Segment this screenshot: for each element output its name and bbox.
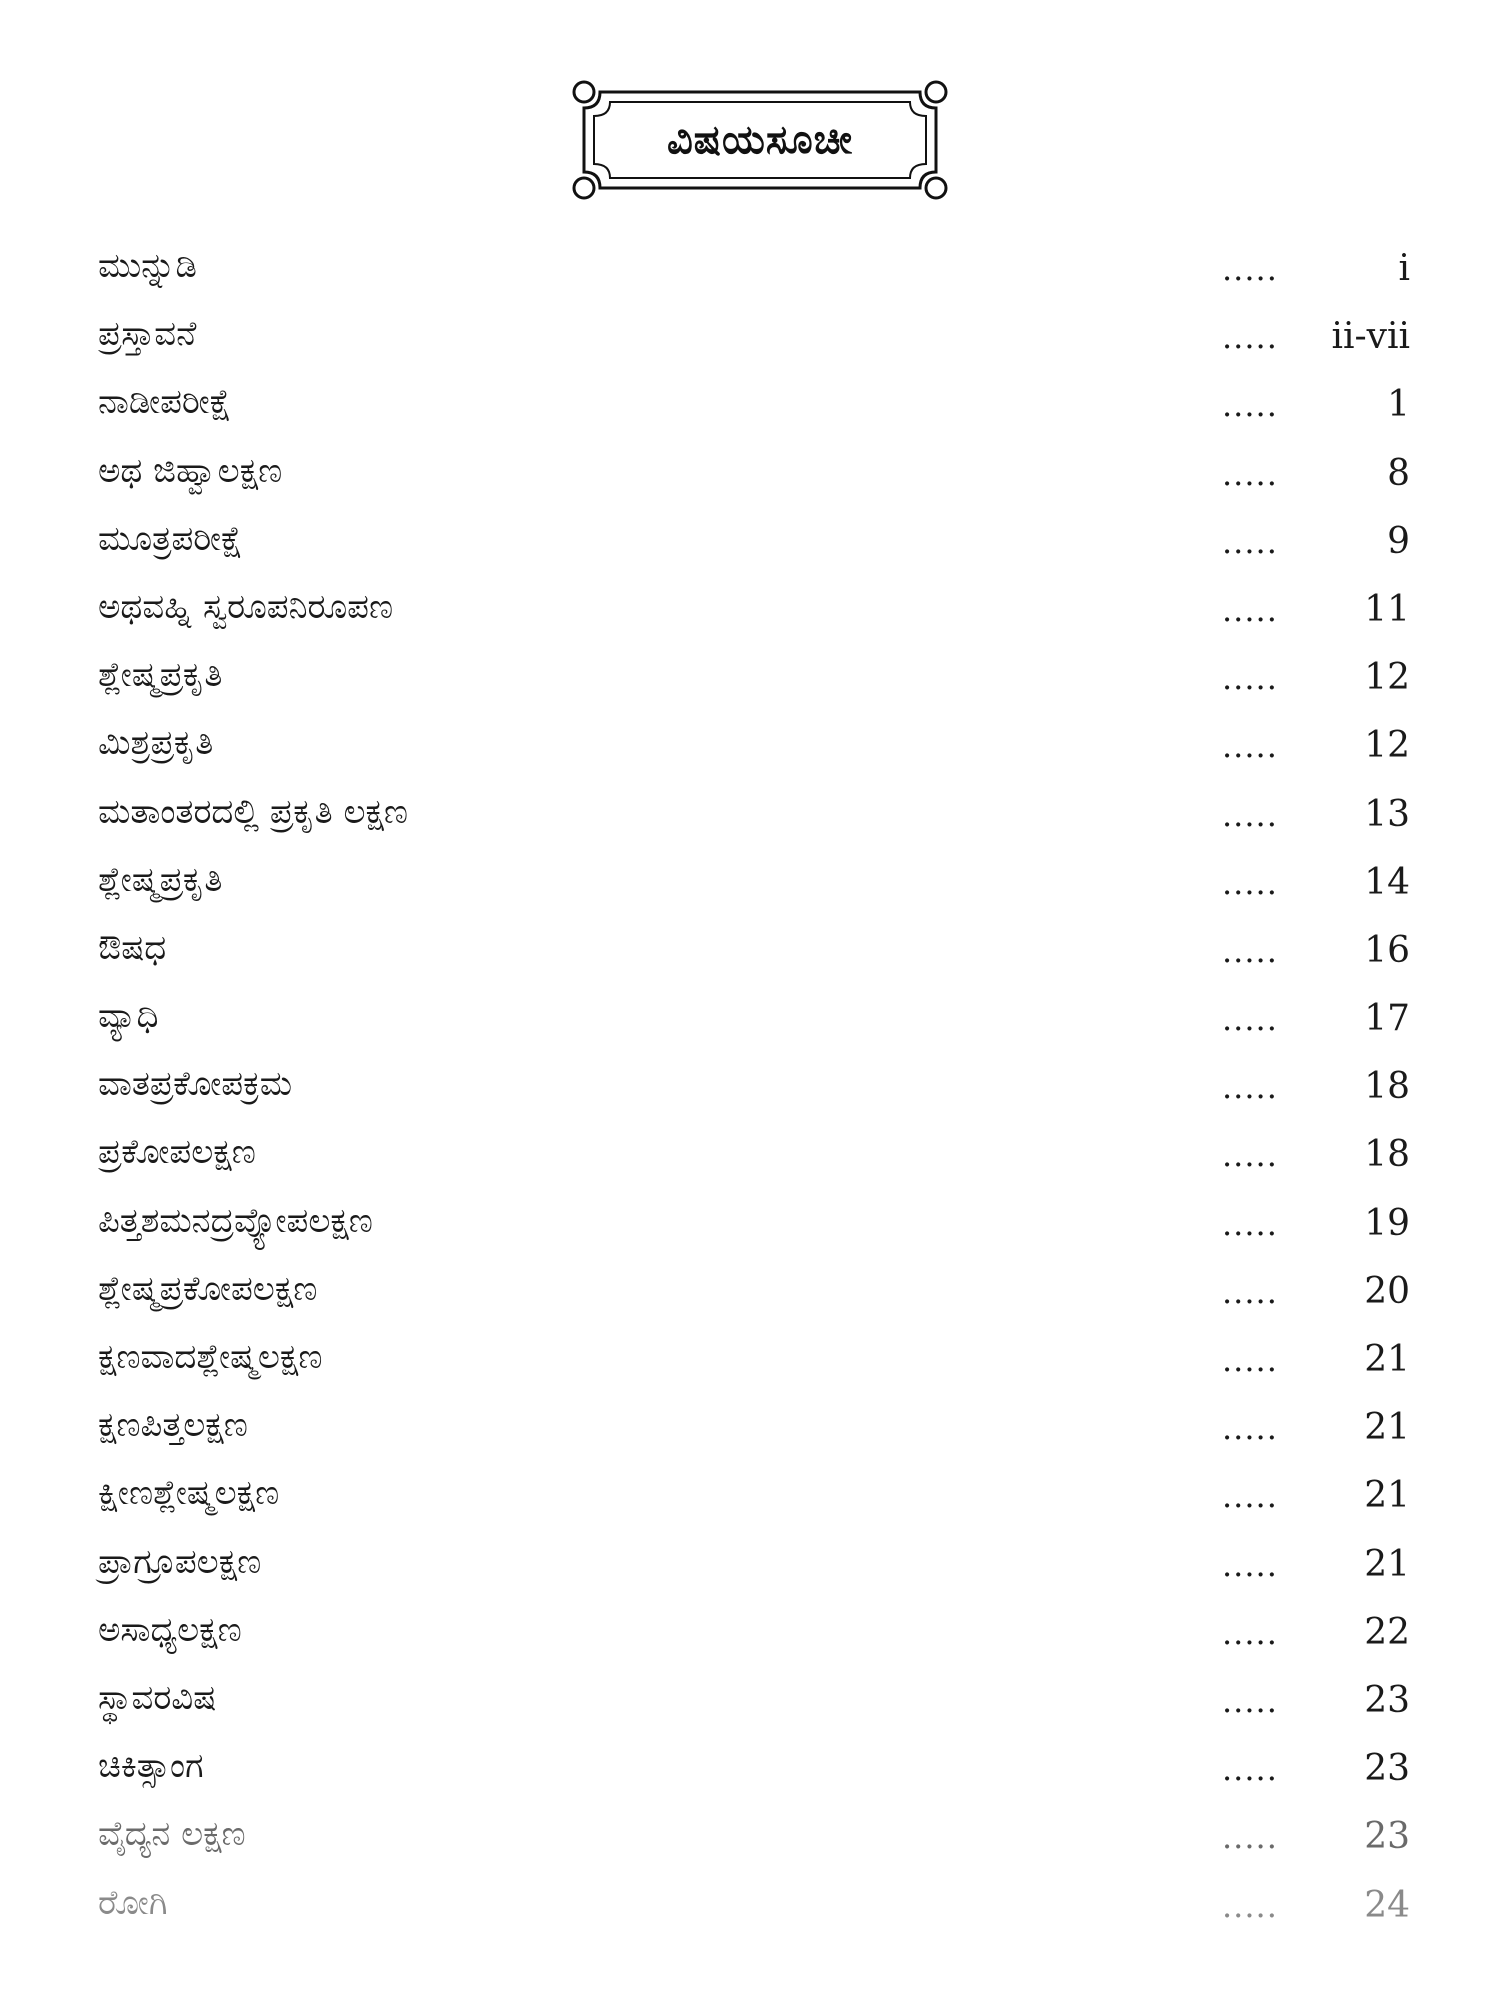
toc-entry-title: ಮೂತ್ರಪರೀಕ್ಷೆ — [98, 518, 243, 559]
toc-entry-page: 24 — [1364, 1884, 1410, 1926]
table-of-contents — [0, 240, 1500, 1945]
toc-entry-page: 21 — [1364, 1543, 1410, 1585]
toc-entry-leader: ..... — [1222, 590, 1278, 629]
toc-entry-title: ಸ್ಥಾವರವಿಷ — [98, 1677, 217, 1718]
toc-entry — [0, 1604, 1500, 1672]
toc-entry — [0, 1263, 1500, 1331]
toc-entry-page: 18 — [1364, 1066, 1410, 1108]
toc-entry-leader: ..... — [1222, 250, 1278, 288]
heading-frame — [570, 78, 950, 202]
toc-entry-leader: ..... — [1222, 1341, 1278, 1379]
toc-entry-page: 23 — [1364, 1748, 1410, 1790]
toc-entry-leader: ..... — [1222, 795, 1278, 834]
toc-entry — [0, 1672, 1500, 1740]
toc-entry-leader: ..... — [1222, 1886, 1278, 1925]
toc-entry-leader: ..... — [1222, 1613, 1278, 1652]
toc-entry — [0, 649, 1500, 717]
toc-entry — [0, 1331, 1500, 1399]
toc-entry — [0, 445, 1500, 513]
toc-entry-page: i — [1398, 248, 1410, 289]
toc-entry-title: ಪಿತ್ತಶಮನದ್ರವ್ಯೋಪಲಕ್ಷಣ — [98, 1200, 373, 1241]
toc-entry-page: 18 — [1364, 1134, 1410, 1176]
toc-entry-title: ಮಿಶ್ರಪ್ರಕೃತಿ — [98, 723, 214, 764]
toc-entry-page: 13 — [1364, 793, 1410, 835]
toc-entry-title: ಅಸಾಧ್ಯಲಕ್ಷಣ — [98, 1609, 242, 1650]
toc-entry-leader: ..... — [1222, 1136, 1278, 1175]
toc-entry-page: 19 — [1364, 1202, 1410, 1244]
toc-entry-title: ಪ್ರಾಗ್ರೂಪಲಕ್ಷಣ — [98, 1541, 262, 1582]
toc-entry-page: 23 — [1364, 1679, 1410, 1721]
toc-entry — [0, 581, 1500, 649]
toc-entry — [0, 1399, 1500, 1467]
toc-entry-title: ಮತಾಂತರದಲ್ಲಿ ಪ್ರಕೃತಿ ಲಕ್ಷಣ — [98, 791, 409, 832]
toc-entry-title: ಕ್ಷೀಣಶ್ಲೇಷ್ಮಲಕ್ಷಣ — [98, 1473, 280, 1514]
toc-entry — [0, 1126, 1500, 1194]
toc-entry — [0, 1536, 1500, 1604]
toc-entry-leader: ..... — [1222, 1204, 1278, 1243]
toc-entry-title: ಪ್ರಸ್ತಾವನೆ — [98, 314, 197, 355]
toc-entry-leader: ..... — [1222, 1068, 1278, 1107]
toc-entry-leader: ..... — [1222, 1409, 1278, 1448]
toc-entry-title: ಕ್ಷಣಪಿತ್ತಲಕ್ಷಣ — [98, 1405, 248, 1446]
toc-entry-page: 21 — [1364, 1475, 1410, 1517]
toc-entry-page: 11 — [1364, 588, 1410, 630]
toc-entry-leader: ..... — [1222, 659, 1278, 698]
toc-entry-title: ಶ್ಲೇಷ್ಮಪ್ರಕೃತಿ — [98, 655, 223, 696]
toc-entry — [0, 1195, 1500, 1263]
toc-entry-leader: ..... — [1222, 931, 1278, 970]
toc-entry-leader: ..... — [1222, 1818, 1278, 1857]
toc-entry — [0, 854, 1500, 922]
toc-entry-title: ಶ್ಲೇಷ್ಮಪ್ರಕೃತಿ — [98, 859, 223, 900]
toc-entry-title: ವಾತಪ್ರಕೋಪಕ್ರಮ — [98, 1064, 293, 1105]
toc-entry-page: 20 — [1364, 1270, 1410, 1312]
toc-entry-title: ಕ್ಷಣವಾದಶ್ಲೇಷ್ಮಲಕ್ಷಣ — [98, 1337, 323, 1377]
toc-entry-title: ಅಥವಹ್ನಿ ಸ್ವರೂಪನಿರೂಪಣ — [98, 586, 394, 627]
toc-entry-page: 8 — [1387, 452, 1410, 494]
toc-entry — [0, 513, 1500, 581]
toc-entry-title: ನಾಡೀಪರೀಕ್ಷೆ — [98, 382, 232, 423]
toc-entry-leader: ..... — [1222, 1750, 1278, 1789]
toc-entry — [0, 308, 1500, 376]
toc-entry-page: 12 — [1364, 725, 1410, 767]
toc-entry-leader: ..... — [1222, 1681, 1278, 1720]
toc-entry-leader: ..... — [1222, 522, 1278, 561]
toc-entry — [0, 1467, 1500, 1535]
toc-entry — [0, 1808, 1500, 1876]
toc-entry-leader: ..... — [1222, 1477, 1278, 1516]
toc-entry-leader: ..... — [1222, 1545, 1278, 1584]
toc-entry — [0, 1058, 1500, 1126]
toc-entry-title: ಔಷಧ — [98, 927, 167, 968]
toc-entry-title: ವ್ಯಾಧಿ — [98, 996, 159, 1037]
toc-entry-title: ಅಥ ಜಿಹ್ವಾಲಕ್ಷಣ — [98, 450, 283, 491]
page-title: ವಿಷಯಸೂಚೀ — [667, 117, 853, 163]
toc-entry — [0, 990, 1500, 1058]
toc-entry-page: 21 — [1364, 1339, 1410, 1380]
toc-entry-page: 14 — [1364, 861, 1410, 903]
toc-entry — [0, 1740, 1500, 1808]
toc-entry-page: 12 — [1364, 657, 1410, 699]
toc-entry-leader: ..... — [1222, 318, 1278, 357]
toc-entry — [0, 922, 1500, 990]
toc-entry-title: ರೋಗಿ — [98, 1882, 168, 1923]
toc-entry-leader: ..... — [1222, 386, 1278, 425]
toc-entry-page: 23 — [1364, 1816, 1410, 1858]
toc-entry — [0, 240, 1500, 308]
toc-entry-leader: ..... — [1222, 1272, 1278, 1311]
toc-entry-leader: ..... — [1222, 727, 1278, 766]
toc-entry-page: 9 — [1387, 520, 1410, 562]
toc-entry — [0, 786, 1500, 854]
toc-entry-leader: ..... — [1222, 863, 1278, 902]
toc-entry-leader: ..... — [1222, 1000, 1278, 1039]
toc-entry-page: 1 — [1387, 384, 1410, 426]
toc-entry-title: ಶ್ಲೇಷ್ಮಪ್ರಕೋಪಲಕ್ಷಣ — [98, 1268, 318, 1309]
toc-entry — [0, 717, 1500, 785]
toc-entry-page: 17 — [1364, 998, 1410, 1040]
toc-entry — [0, 1877, 1500, 1945]
toc-entry-title: ಮುನ್ನುಡಿ — [98, 246, 197, 286]
toc-entry-leader: ..... — [1222, 454, 1278, 493]
toc-entry-title: ವೈದ್ಯನ ಲಕ್ಷಣ — [98, 1814, 246, 1855]
toc-entry-title: ಚಿಕಿತ್ಸಾಂಗ — [98, 1746, 204, 1787]
toc-entry-page: ii-vii — [1331, 316, 1410, 358]
toc-entry-title: ಪ್ರಕೋಪಲಕ್ಷಣ — [98, 1132, 256, 1173]
toc-entry-page: 21 — [1364, 1407, 1410, 1449]
toc-entry — [0, 376, 1500, 444]
toc-entry-page: 22 — [1364, 1611, 1410, 1653]
toc-entry-page: 16 — [1364, 929, 1410, 971]
